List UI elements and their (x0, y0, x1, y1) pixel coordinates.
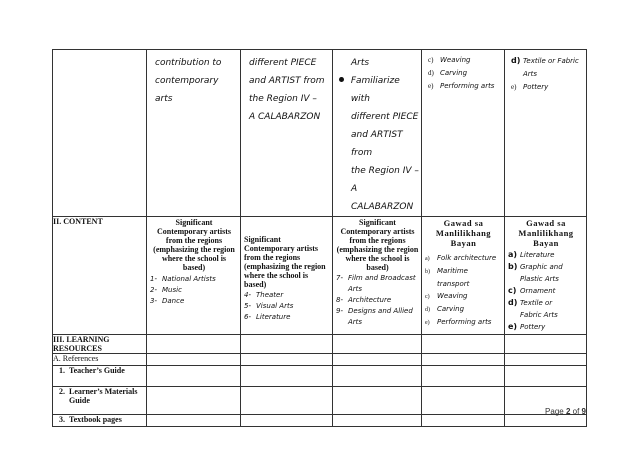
cell-empty (53, 50, 147, 217)
list-text: Carving (437, 305, 465, 313)
list-text: Weaving (437, 292, 468, 300)
list-text-continued: Arts (348, 285, 363, 293)
list-item (508, 285, 584, 297)
list-text-continued: Arts (523, 70, 538, 78)
cell-empty (147, 354, 241, 366)
content-2-heading: Significant Contemporary artists from the regions (emphasizing the region where the school is based) (244, 235, 326, 289)
table-row-teachers-guide (53, 366, 587, 387)
competency-3-line-6: A CALABARZON (351, 184, 414, 212)
list-item (425, 303, 502, 316)
section-label-content: II. CONTENT (53, 217, 147, 335)
list-item (425, 316, 502, 329)
list-text-continued: Arts (348, 318, 363, 326)
list-marker: e) (428, 82, 434, 90)
list-text: Textile or Fabric (523, 57, 579, 65)
item-number: 2. (59, 387, 65, 396)
cell-empty (147, 415, 241, 427)
cell-empty (422, 366, 505, 387)
list-marker: c) (508, 286, 517, 295)
cell-content-2 (241, 217, 333, 335)
cell-empty (147, 366, 241, 387)
list-text: Textile or (520, 299, 553, 307)
cell-empty (505, 354, 587, 366)
cell-competency-4 (422, 50, 505, 217)
table-row-learners-materials (53, 387, 587, 415)
cell-empty (333, 354, 422, 366)
list-item (244, 290, 330, 301)
list-marker: a) (508, 250, 518, 259)
list-text: Literature (256, 313, 291, 321)
content-1-heading: Significant Contemporary artists from the regions (emphasizing the region where the school is based) (153, 218, 235, 272)
list-text: Pottery (523, 83, 549, 91)
cell-competency-3 (333, 50, 422, 217)
competency-3-line-4: and ARTIST from (351, 130, 403, 158)
cell-empty (422, 387, 505, 415)
list-text: Performing arts (437, 318, 492, 326)
cell-competency-1 (147, 50, 241, 217)
list-item (511, 54, 584, 68)
page-of-word: of (572, 407, 580, 416)
list-marker: b) (508, 262, 518, 271)
list-marker: b) (425, 269, 430, 275)
list-marker: 4- (244, 291, 251, 299)
cell-empty (422, 415, 505, 427)
list-item (511, 81, 584, 94)
competency-2-line-3: the Region IV – (249, 94, 317, 104)
cell-content-5 (505, 217, 587, 335)
content-3-heading: Significant Contemporary artists from the regions (emphasizing the region where the school is based) (336, 218, 419, 272)
list-marker: 3- (150, 297, 157, 305)
list-marker: a) (425, 256, 430, 262)
list-text: Folk architecture (437, 254, 497, 262)
list-item (508, 297, 584, 309)
cell-content-3 (333, 217, 422, 335)
competency-3-line-2: Familiarize with (350, 76, 400, 104)
list-marker: 7- (336, 274, 343, 282)
list-marker: 9- (336, 307, 343, 315)
list-marker: e) (425, 320, 430, 326)
list-marker: 5- (244, 302, 251, 310)
competency-3-bullet-item (339, 72, 419, 108)
list-text: National Artists (162, 275, 216, 283)
page-word: Page (545, 407, 564, 416)
cell-empty (505, 335, 587, 354)
list-text: Carving (440, 69, 468, 77)
list-item (428, 80, 502, 93)
competency-2-line-2: and ARTIST from (249, 76, 325, 86)
cell-empty (241, 387, 333, 415)
content-5-heading: Gawad sa Manlilikhang Bayan (518, 218, 574, 248)
list-marker: 6- (244, 313, 251, 321)
cell-empty (422, 354, 505, 366)
list-text: Visual Arts (256, 302, 294, 310)
cell-empty (147, 387, 241, 415)
competency-3-line-5: the Region IV – (351, 166, 419, 176)
cell-empty (505, 366, 587, 387)
list-marker: 1- (150, 275, 157, 283)
competency-1-line-3: arts (155, 94, 173, 104)
table-row-competencies (53, 50, 587, 217)
list-item (150, 285, 238, 296)
list-text: Pottery (520, 323, 546, 331)
list-text: Literature (520, 251, 555, 259)
cell-empty (422, 335, 505, 354)
item-label: Teacher’s Guide (69, 366, 125, 375)
list-text: Performing arts (440, 82, 495, 90)
competency-1-line-2: contemporary (155, 76, 219, 86)
cell-empty (147, 335, 241, 354)
list-item (428, 67, 502, 80)
cell-empty (333, 387, 422, 415)
list-text: Film and Broadcast (348, 274, 416, 282)
list-marker: c) (428, 56, 434, 64)
list-text: Maritime (437, 267, 468, 275)
list-item (336, 273, 419, 284)
list-item (150, 296, 238, 307)
list-text: Designs and Allied (348, 307, 413, 315)
list-text: Architecture (348, 296, 392, 304)
numbered-item (59, 366, 146, 375)
row-learners-materials (53, 387, 147, 415)
list-item (150, 274, 238, 285)
table-row-textbook-pages (53, 415, 587, 427)
cell-competency-5 (505, 50, 587, 217)
list-item (244, 301, 330, 312)
list-item (425, 290, 502, 303)
list-marker: d) (425, 307, 430, 313)
cell-empty (333, 415, 422, 427)
list-text: Music (162, 286, 182, 294)
competency-2-line-1: different PIECE (249, 58, 317, 68)
page-current: 2 (565, 407, 571, 416)
bullet-icon (339, 77, 344, 82)
list-text: Dance (162, 297, 185, 305)
list-item (508, 321, 584, 333)
list-text: Weaving (440, 56, 471, 64)
list-item (244, 312, 330, 323)
lesson-plan-table (52, 49, 587, 427)
list-text-continued: Fabric Arts (520, 311, 558, 319)
competency-1-line-1: contribution to (155, 58, 222, 68)
cell-empty (333, 366, 422, 387)
row-teachers-guide (53, 366, 147, 387)
competency-3-line-1: Arts (351, 58, 370, 68)
item-number: 3. (59, 415, 65, 424)
page-total: 9 (581, 407, 586, 416)
list-item (428, 54, 502, 67)
cell-empty (241, 354, 333, 366)
item-number: 1. (59, 366, 65, 375)
list-item (336, 295, 419, 306)
list-marker: d) (428, 69, 434, 77)
list-marker: e) (508, 322, 518, 331)
section-label-learning-resources: III. LEARNING RESOURCES (53, 335, 147, 354)
section-label-references: A. References (53, 354, 147, 366)
cell-empty (241, 335, 333, 354)
competency-3-line-3: different PIECE (351, 112, 419, 122)
list-item (508, 261, 584, 273)
list-item (425, 252, 502, 265)
list-marker: d) (511, 56, 521, 65)
competency-2-line-4: A CALABARZON (249, 112, 321, 122)
cell-empty (505, 415, 587, 427)
cell-empty (241, 366, 333, 387)
item-label: Textbook pages (69, 415, 122, 424)
list-item (336, 306, 419, 317)
list-text-continued: Plastic Arts (520, 275, 559, 283)
table-row-references (53, 354, 587, 366)
list-marker: 8- (336, 296, 343, 304)
list-marker: 2- (150, 286, 157, 294)
row-textbook-pages (53, 415, 147, 427)
list-marker: d) (508, 298, 518, 307)
list-text-continued: transport (437, 280, 470, 288)
list-text: Graphic and (520, 263, 563, 271)
content-4-heading: Gawad sa Manlilikhang Bayan (435, 218, 492, 248)
cell-empty (333, 335, 422, 354)
cell-empty (241, 415, 333, 427)
page-number (545, 407, 586, 416)
list-text: Ornament (520, 287, 556, 295)
table-row-learning-resources (53, 335, 587, 354)
cell-competency-2 (241, 50, 333, 217)
list-text: Theater (256, 291, 284, 299)
table-row-content (53, 217, 587, 335)
cell-content-1 (147, 217, 241, 335)
cell-content-4 (422, 217, 505, 335)
list-marker: c) (425, 294, 430, 300)
list-item (508, 249, 584, 261)
numbered-item (59, 415, 146, 424)
list-item (425, 265, 502, 278)
item-label: Learner’s Materials Guide (69, 387, 138, 405)
list-marker: e) (511, 83, 517, 91)
numbered-item (59, 387, 146, 405)
